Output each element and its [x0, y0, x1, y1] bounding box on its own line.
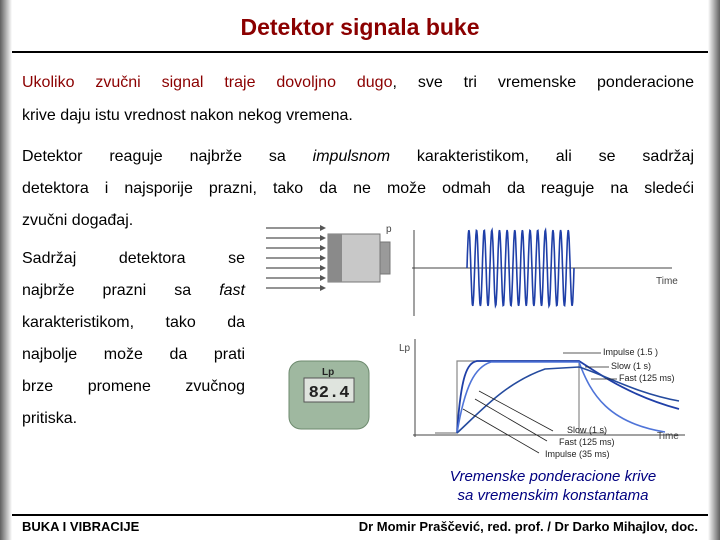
- paragraph-2-line-2: detektora i najsporije prazni, tako da ne može odmah da reaguje na sledeći: [22, 180, 694, 197]
- paragraph-2-line-1: [22, 140, 694, 173]
- paragraph-3: [22, 243, 245, 435]
- paragraph-3-line-2: [22, 275, 245, 307]
- paragraph-3-line-3: karakteristikom, tako da: [22, 314, 245, 331]
- paragraph-1-line-2: krive daju istu vrednost nakon nekog vremena.: [22, 107, 353, 124]
- weighting-curves-figure: [395, 335, 695, 465]
- top-axis-x-label: Time: [656, 276, 678, 287]
- paragraph-3-text: najbrže prazni sa: [22, 282, 220, 299]
- meter-reading: 82.4: [308, 384, 350, 403]
- right-border: [708, 0, 720, 540]
- paragraph-1-rest: , sve tri vremenske ponderacione: [392, 74, 695, 91]
- paragraph-2-text-a: Detektor reaguje najbrže sa: [22, 148, 313, 165]
- paragraph-3-emphasis: fast: [219, 282, 245, 299]
- sound-burst-figure: [262, 222, 692, 322]
- label-slow-top: Slow (1 s): [611, 361, 652, 371]
- paragraph-2-line-3: zvučni događaj.: [22, 212, 134, 229]
- bottom-axis-x-label: Time: [657, 431, 679, 442]
- paragraph-3-line-6: pritiska.: [22, 410, 78, 427]
- label-fast-bottom: Fast (125 ms): [559, 437, 615, 447]
- paragraph-2-text-b: karakteristikom, ali se sadržaj: [390, 148, 694, 165]
- sound-level-meter-icon: [288, 360, 370, 430]
- title-divider: [12, 51, 708, 53]
- burst-waveform: [467, 230, 574, 306]
- paragraph-1-highlight: Ukoliko zvučni signal traje dovoljno dugo: [22, 74, 393, 91]
- footer-divider: [12, 514, 708, 516]
- label-slow-bottom: Slow (1 s): [567, 425, 608, 435]
- sound-arrows: [266, 228, 320, 288]
- figure-caption: [418, 467, 688, 505]
- left-border: [0, 0, 12, 540]
- label-impulse-top: Impulse (1.5 ): [603, 347, 659, 357]
- label-impulse-bottom: Impulse (35 ms): [545, 449, 610, 459]
- footer-course: BUKA I VIBRACIJE: [22, 519, 140, 534]
- top-axis-y-label: p: [386, 224, 392, 235]
- footer-authors: Dr Momir Praščević, red. prof. / Dr Darko Mihajlov, doc.: [358, 519, 698, 534]
- microphone-icon: [328, 234, 390, 282]
- paragraph-3-line-5: brze promene zvučnog: [22, 378, 245, 395]
- paragraph-2-emphasis: impulsnom: [312, 148, 391, 165]
- bottom-axis-y-label: Lp: [399, 343, 411, 354]
- meter-label: Lp: [322, 367, 335, 378]
- slide-title: Detektor signala buke: [240, 14, 480, 40]
- label-fast-top: Fast (125 ms): [619, 373, 675, 383]
- paragraph-1-line-1: [22, 66, 694, 99]
- caption-line-2: sa vremenskim konstantama: [457, 487, 649, 504]
- paragraph-3-line-1: Sadržaj detektora se: [22, 250, 245, 267]
- paragraph-3-line-4: najbolje može da prati: [22, 346, 245, 363]
- caption-line-1: Vremenske ponderacione krive: [449, 468, 657, 485]
